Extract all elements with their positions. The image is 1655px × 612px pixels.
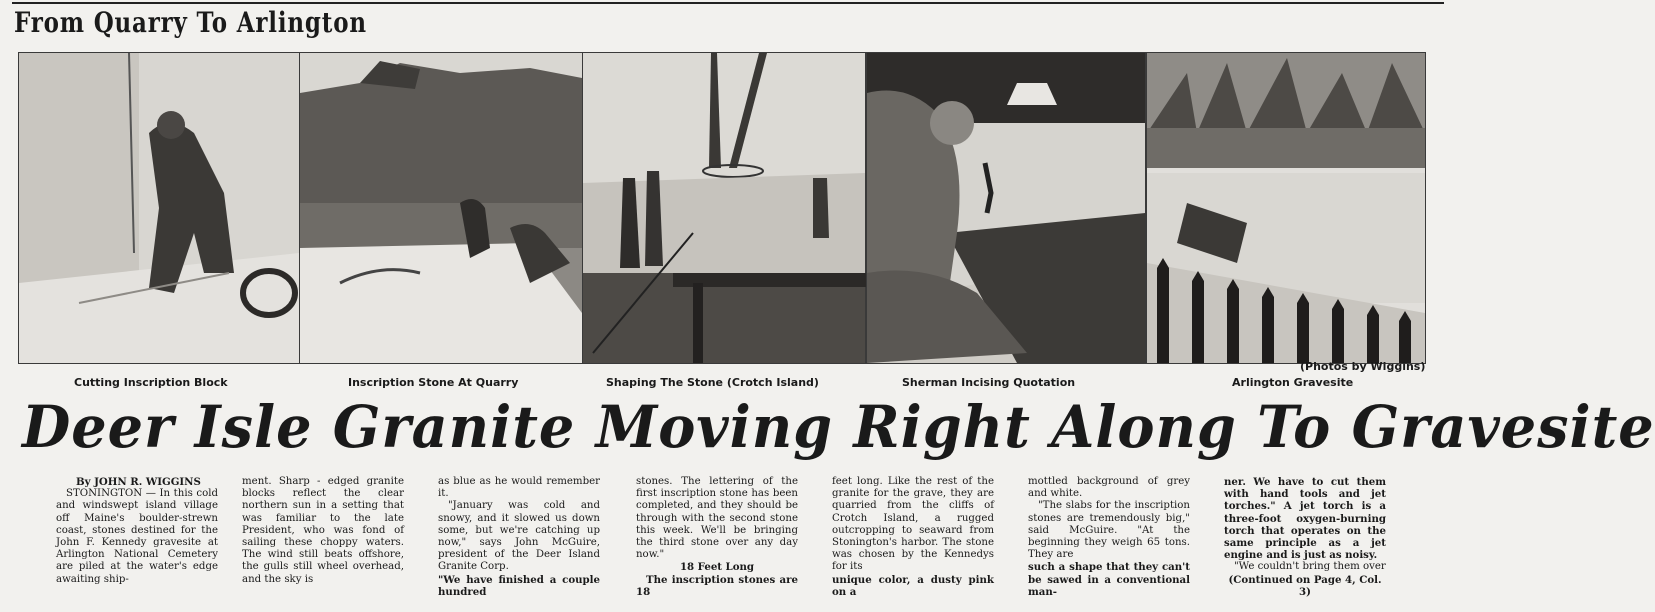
caption-shaping-the-stone: Shaping The Stone (Crotch Island) xyxy=(606,376,819,389)
caption-sherman-incising-quotation: Sherman Incising Quotation xyxy=(902,376,1076,389)
column-text: stones. The lettering of the first inscription stone has been completed, and they should be through with the second stone this week. We'll be bringing the third stone over any day now." xyxy=(636,476,798,561)
article-column-7 xyxy=(1224,476,1386,598)
photo-sherman-incising-quotation xyxy=(866,52,1146,364)
column-text: "The slabs for the inscription stones are tremendously big," said McGuire. "At the beginning they weigh 65 tons. They are xyxy=(1028,500,1190,561)
byline: By JOHN R. WIGGINS xyxy=(76,476,201,488)
column-text: ner. We have to cut them with hand tools and jet torches." A jet torch is a three-foot oxygen-burning torch that operates on the same principle as a jet engine and is just as noisy. xyxy=(1224,476,1386,562)
article-body xyxy=(46,476,1426,606)
column-text: feet long. Like the rest of the granite for the grave, they are quarried from the cliffs of Crotch Island, a rugged outcropping to seaward from Stonington's harbor. The stone was chosen by the Kennedys for its xyxy=(832,476,994,573)
kicker-heading: From Quarry To Arlington xyxy=(14,6,367,39)
photo-shaping-the-stone xyxy=(582,52,866,364)
column-text: mottled background of grey and white. xyxy=(1028,476,1190,500)
photo-inscription-stone-at-quarry xyxy=(299,52,583,364)
column-text: unique color, a dusty pink on a xyxy=(832,573,994,598)
photo-arlington-gravesite xyxy=(1146,52,1426,364)
column-text: such a shape that they can't be sawed in a conventional man- xyxy=(1028,561,1190,598)
column-text: "We couldn't bring them over xyxy=(1234,561,1386,573)
article-column-5 xyxy=(832,476,994,598)
photo-strip xyxy=(18,52,1426,364)
caption-inscription-stone-at-quarry: Inscription Stone At Quarry xyxy=(348,376,519,389)
top-rule xyxy=(12,2,1444,4)
article-column-1 xyxy=(56,476,218,586)
column-text: STONINGTON — In this cold and windswept island village off Maine's boulder-strewn coast, stones destined for the John F. Kennedy gravesite at Arlington National Cemetery are piled at the water's edge awaiting ship- xyxy=(56,488,218,585)
column-text: ment. Sharp - edged granite blocks reflect the clear northern sun in a setting that was familiar to the late President, who was fond of sailing these choppy waters. The wind still beats offshore, the gulls still wheel overhead, and the sky is xyxy=(242,476,404,585)
column-text: as blue as he would remember it. xyxy=(438,476,600,500)
article-column-6 xyxy=(1028,476,1190,598)
photo-cutting-inscription-block xyxy=(18,52,300,364)
article-column-4 xyxy=(636,476,798,598)
column-text: "We have finished a couple hundred xyxy=(438,573,600,598)
article-column-2 xyxy=(242,476,404,586)
photo-credit: (Photos by Wiggins) xyxy=(1300,360,1426,373)
headline: Deer Isle Granite Moving Right Along To Gravesite xyxy=(22,393,1655,461)
column-text: "January was cold and snowy, and it slowed us down some, but we're catching up now," says John McGuire, president of the Deer Island Granite Corp. xyxy=(438,500,600,573)
caption-cutting-inscription-block: Cutting Inscription Block xyxy=(74,376,228,389)
continued-line: (Continued on Page 4, Col. 3) xyxy=(1228,573,1382,598)
column-text: The inscription stones are 18 xyxy=(636,573,798,598)
caption-arlington-gravesite: Arlington Gravesite xyxy=(1232,376,1354,389)
subhead: 18 Feet Long xyxy=(679,561,755,574)
article-column-3 xyxy=(438,476,600,598)
